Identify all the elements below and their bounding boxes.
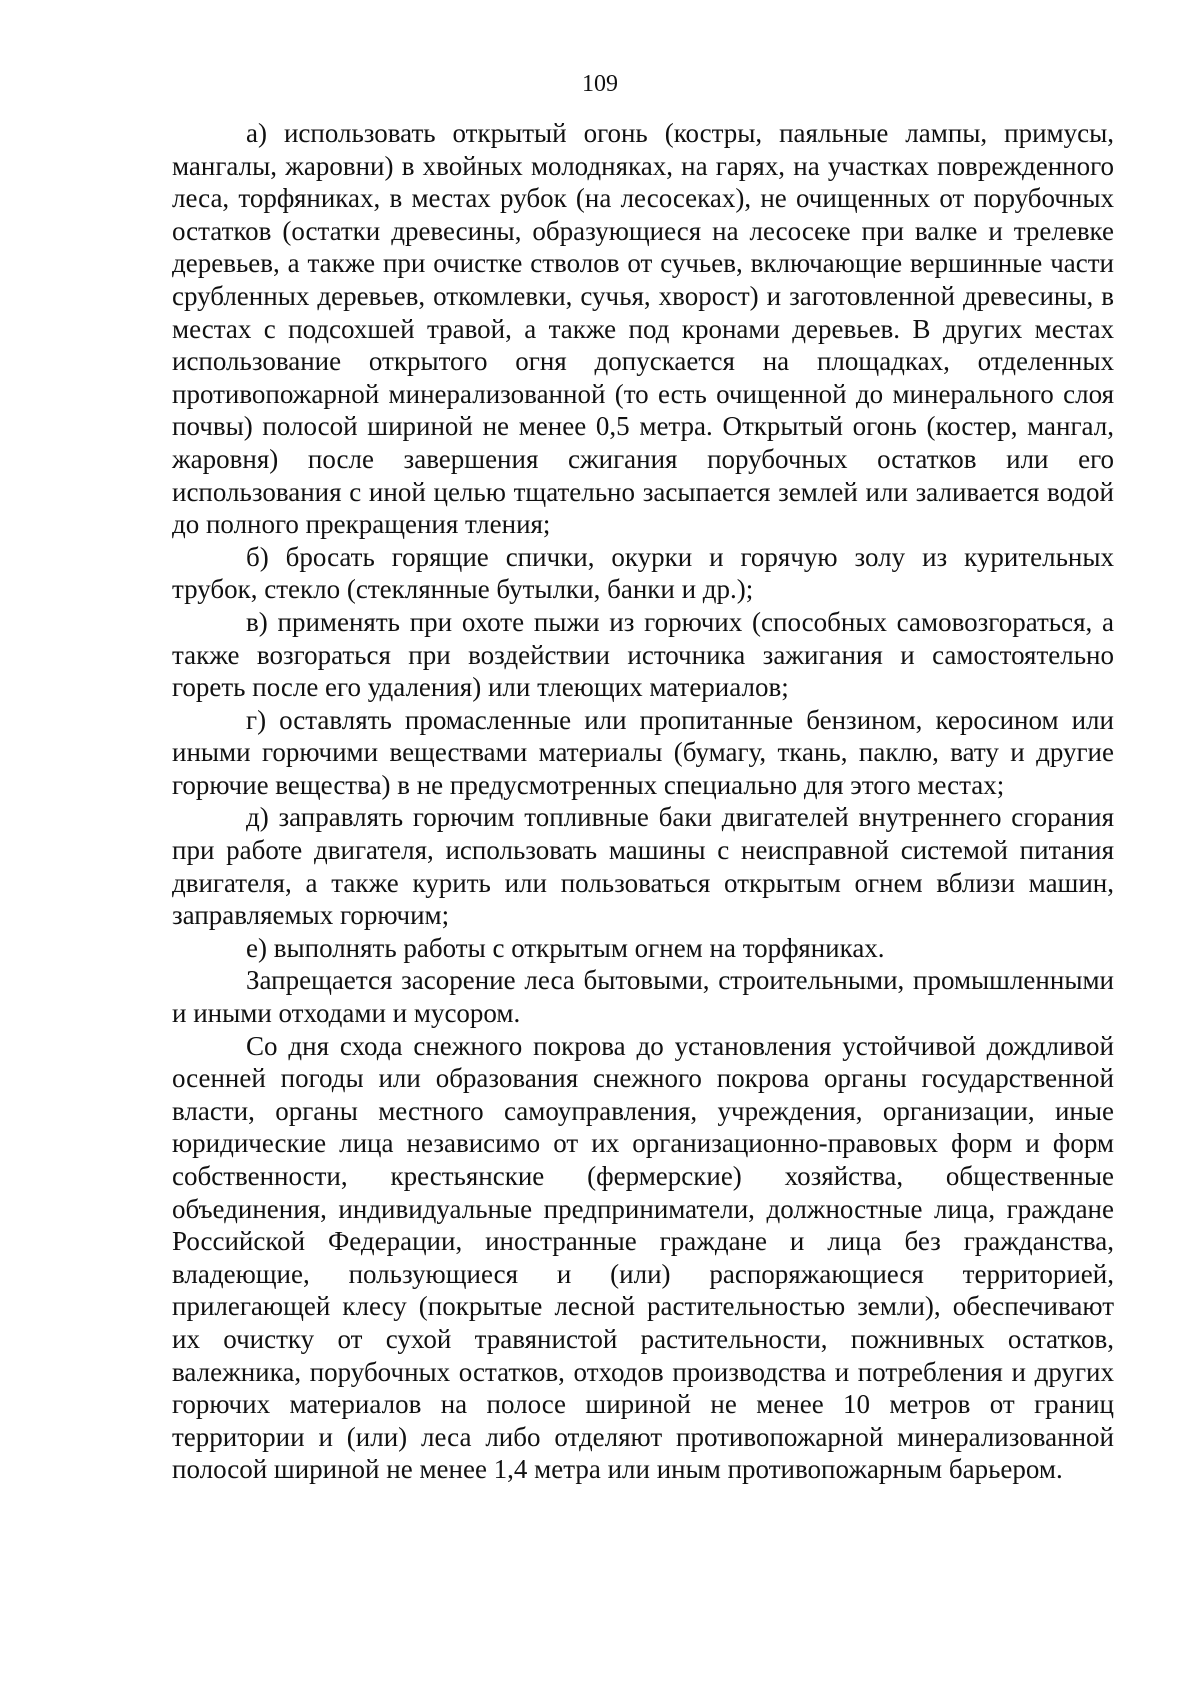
- paragraph-item-b: б) бросать горящие спички, окурки и горячую золу из курительных трубок, стекло (стеклянные бутылки, банки и др.);: [172, 541, 1114, 605]
- paragraph-littering-prohibition: Запрещается засорение леса бытовыми, строительными, промышленными и иными отходами и мусором.: [172, 965, 1114, 1029]
- document-body: [172, 117, 1114, 1486]
- paragraph-item-g: г) оставлять промасленные или пропитанные бензином, керосином или иными горючими веществами материалы (бумагу, ткань, паклю, вату и другие горючие вещества) в не предусмотренных специально для этого местах;: [172, 704, 1114, 800]
- paragraph-item-v: в) применять при охоте пыжи из горючих (способных самовозгораться, а также возгораться при воздействии источника зажигания и самостоятельно гореть после его удаления) или тлеющих материалов;: [172, 606, 1114, 703]
- paragraph-item-d: д) заправлять горючим топливные баки двигателей внутреннего сгорания при работе двигателя, использовать машины с неисправной системой питания двигателя, а также курить или пользоваться открытым огнем вблизи машин, заправляемых горючим;: [172, 802, 1114, 931]
- page-number: 109: [582, 71, 618, 97]
- paragraph-clearing-obligation: Со дня схода снежного покрова до установления устойчивой дождливой осенней погоды или образования снежного покрова органы государственной власти, органы местного самоуправления, учреждения, организации, иные юридические лица независимо от их организационно-правовых форм и форм собственности, крестьянские (фермерские) хозяйства, общественные объединения, индивидуальные предприниматели, должностные лица, граждане Российской Федерации, иностранные граждане и лица без гражданства, владеющие, пользующиеся и (или) распоряжающиеся территорией, прилегающей клесу (покрытые лесной растительностью земли), обеспечивают их очистку от сухой травянистой растительности, пожнивных остатков, валежника, порубочных остатков, отходов производства и потребления и других горючих материалов на полосе шириной не менее 10 метров от границ территории и (или) леса либо отделяют противопожарной минерализованной полосой шириной не менее 1,4 метра или иным противопожарным барьером.: [172, 1030, 1114, 1485]
- paragraph-item-a: а) использовать открытый огонь (костры, паяльные лампы, примусы, мангалы, жаровни) в хвойных молодняках, на гарях, на участках поврежденного леса, торфяниках, в местах рубок (на лесосеках), не очищенных от порубочных остатков (остатки древесины, образующиеся на лесосеке при валке и трелевке деревьев, а также при очистке стволов от сучьев, включающие вершинные части срубленных деревьев, откомлевки, сучья, хворост) и заготовленной древесины, в местах с подсохшей травой, а также под кронами деревьев. В других местах использование открытого огня допускается на площадках, отделенных противопожарной минерализованной (то есть очищенной до минерального слоя почвы) полосой шириной не менее 0,5 метра. Открытый огонь (костер, мангал, жаровня) после завершения сжигания порубочных остатков или его использования с иной целью тщательно засыпается землей или заливается водой до полного прекращения тления;: [172, 118, 1114, 540]
- paragraph-item-e: е) выполнять работы с открытым огнем на торфяниках.: [246, 932, 885, 963]
